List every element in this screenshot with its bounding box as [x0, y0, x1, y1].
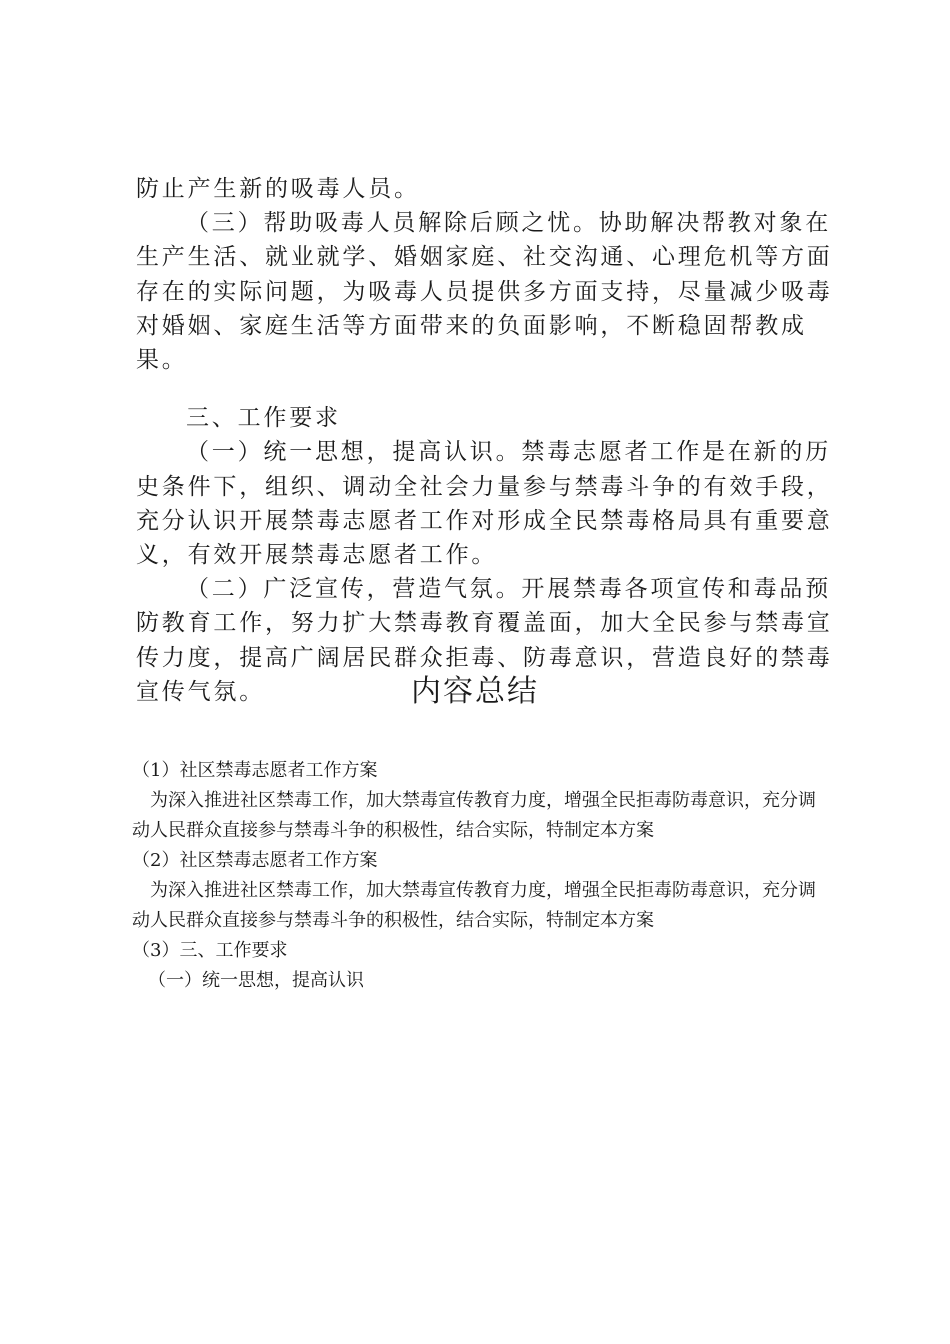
summary-entry-heading: （2）社区禁毒志愿者工作方案 — [132, 850, 378, 871]
document-body — [136, 172, 836, 709]
summary-list — [132, 756, 832, 996]
summary-entry-text: 为深入推进社区禁毒工作，加大禁毒宣传教育力度，增强全民拒毒防毒意识，充分调动人民群众直接参与禁毒斗争的积极性，结合实际，特制定本方案 — [132, 880, 816, 931]
summary-title: 内容总结 — [411, 674, 539, 709]
paragraph-item-3: （三）帮助吸毒人员解除后顾之忧。协助解决帮教对象在生产生活、就业就学、婚姻家庭、社交沟通、心理危机等方面存在的实际问题，为吸毒人员提供多方面支持，尽量减少吸毒对婚姻、家庭生活等方面带来的负面影响，不断稳固帮教成果。 — [136, 210, 833, 374]
summary-entry-text: （一）统一思想，提高认识 — [148, 970, 364, 991]
section-heading-work-requirements: 三、工作要求 — [186, 405, 341, 432]
summary-entry-text: 为深入推进社区禁毒工作，加大禁毒宣传教育力度，增强全民拒毒防毒意识，充分调动人民群众直接参与禁毒斗争的积极性，结合实际，特制定本方案 — [132, 790, 816, 841]
summary-entry-heading: （1）社区禁毒志愿者工作方案 — [132, 760, 378, 781]
paragraph-continuation: 防止产生新的吸毒人员。 — [136, 176, 420, 202]
paragraph-spacer — [136, 377, 836, 401]
paragraph-requirement-1: （一）统一思想，提高认识。禁毒志愿者工作是在新的历史条件下，组织、调动全社会力量参与禁毒斗争的有效手段，充分认识开展禁毒志愿者工作对形成全民禁毒格局具有重要意义，有效开展禁毒志愿者工作。 — [136, 439, 833, 569]
paragraph-requirement-2: （二）广泛宣传，营造气氛。开展禁毒各项宣传和毒品预防教育工作，努力扩大禁毒教育覆盖面，加大全民参与禁毒宣传力度，提高广阔居民群众拒毒、防毒意识，营造良好的禁毒宣传气氛。 — [136, 576, 833, 705]
summary-entry-heading: （3）三、工作要求 — [132, 940, 288, 961]
